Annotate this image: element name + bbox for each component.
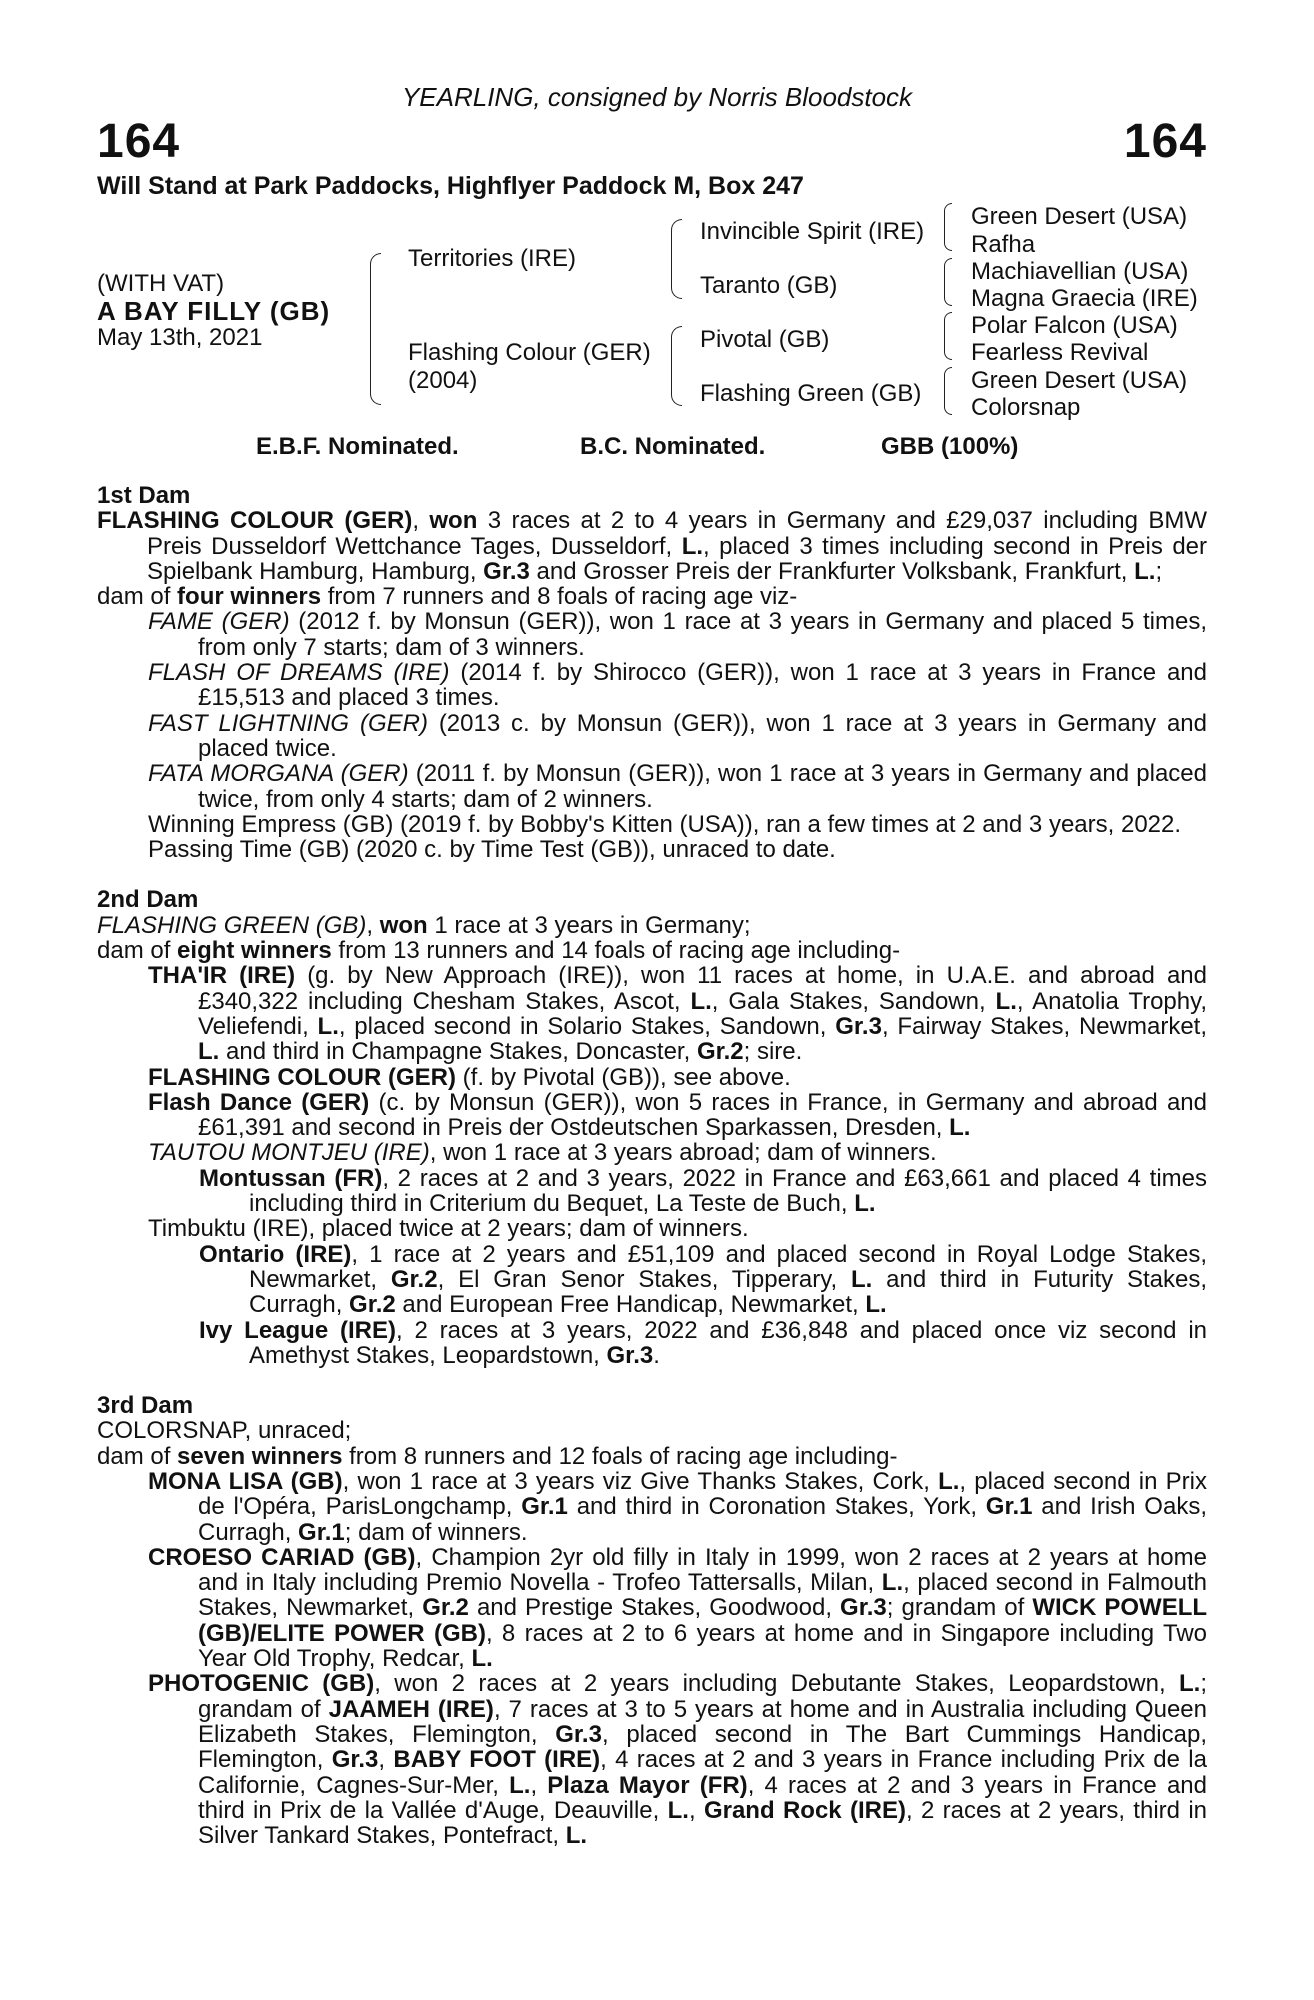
pedigree-bracket-main (370, 253, 381, 405)
bc-nomination: B.C. Nominated. (580, 433, 766, 460)
pedigree-sire: Territories (IRE) (408, 245, 577, 272)
horse-name: A BAY FILLY (GB) (97, 296, 331, 326)
date-of-birth: May 13th, 2021 (97, 324, 263, 351)
produce-item: Flash Dance (GER) (c. by Monsun (GER)), won 5 races in France, in Germany and abroad and £61,391 and second in Preis der Ostdeutschen Sparkassen, Dresden, L. (148, 1088, 1207, 1142)
third-dam-heading: 3rd Dam (97, 1392, 194, 1420)
grand-produce-item: Montussan (FR), 2 races at 2 and 3 years, 2022 in France and £63,661 and placed 4 times including third in Criterium du Bequet, La Teste de Buch, L. (199, 1164, 1208, 1218)
produce-item: FATA MORGANA (GER) (2011 f. by Monsun (GER)), won 1 race at 3 years in Germany and placed twice, from only 4 starts; dam of 2 winners. (148, 760, 1208, 813)
pedigree-bracket-sd (944, 258, 952, 306)
pedigree-dds: Green Desert (USA) (971, 367, 1188, 394)
pedigree-bracket-ss (944, 203, 952, 251)
third-dam-produce-summary: dam of seven winners from 8 runners and 12 foals of racing age including- (97, 1442, 898, 1470)
grand-produce-item: Ivy League (IRE), 2 races at 3 years, 2022 and £36,848 and placed once viz second in Amethyst Stakes, Leopardstown, Gr.3. (199, 1316, 1208, 1369)
stand-location: Will Stand at Park Paddocks, Highflyer Paddock M, Box 247 (97, 172, 804, 200)
first-dam-produce-summary: dam of four winners from 7 runners and 8 foals of racing age viz- (97, 583, 798, 611)
first-dam-heading: 1st Dam (97, 482, 191, 509)
pedigree-dam-dam: Flashing Green (GB) (700, 380, 922, 407)
grand-produce-item: Ontario (IRE), 1 race at 2 years and £51,109 and placed second in Royal Lodge Stakes, Newmarket, Gr.2, El Gran Senor Stakes, Tipperary, L. and third in Futurity Stakes, Curragh, Gr.2 and European Free Handicap, Newmarket, L. (199, 1240, 1207, 1319)
produce-item: TAUTOU MONTJEU (IRE), won 1 race at 3 years abroad; dam of winners. (148, 1139, 937, 1167)
produce-item: CROESO CARIAD (GB), Champion 2yr old filly in Italy in 1999, won 2 races at 2 years at home and in Italy including Premio Novella - Trofeo Tattersalls, Milan, L., placed second in Falmouth Stakes, Newmarket, Gr.2 and Prestige Stakes, Goodwood, Gr.3; grandam of WICK POWELL (GB)/ELITE POWER (GB), 8 races at 2 to 6 years at home and in Singapore including Two Year Old Trophy, Redcar, L. (148, 1543, 1208, 1673)
pedigree-dsd: Fearless Revival (971, 339, 1149, 366)
page-body (97, 483, 1207, 1848)
vat-note: (WITH VAT) (97, 270, 225, 297)
second-dam-record: FLASHING GREEN (GB), won 1 race at 3 years in Germany; (97, 911, 751, 939)
pedigree-sire-dam: Taranto (GB) (700, 272, 838, 299)
second-dam-heading: 2nd Dam (97, 886, 199, 914)
produce-item: FLASHING COLOUR (GER) (f. by Pivotal (GB)), see above. (148, 1063, 791, 1091)
first-dam-record: FLASHING COLOUR (GER), won 3 races at 2 to 4 years in Germany and £29,037 including BMW Preis Dusseldorf Wettchance Tages, Dusseldorf, L., placed 3 times including second in Preis der Spielbank Hamburg, Hamburg, Gr.3 and Grosser Preis der Frankfurter Volksbank, Frankfurt, L.; (97, 507, 1208, 585)
pedigree-bracket-dd (944, 367, 952, 415)
produce-item: MONA LISA (GB), won 1 race at 3 years viz Give Thanks Stakes, Cork, L., placed second in Prix de l'Opéra, ParisLongchamp, Gr.1 and third in Coronation Stakes, York, Gr.1 and Irish Oaks, Curragh, Gr.1; dam of winners. (148, 1467, 1208, 1546)
pedigree-dam-sire: Pivotal (GB) (700, 326, 830, 353)
pedigree-ssd: Rafha (971, 231, 1036, 258)
consignment-line: YEARLING, consigned by Norris Bloodstock (401, 82, 913, 112)
gbb-rating: GBB (100%) (881, 433, 1019, 460)
second-dam-produce-summary: dam of eight winners from 13 runners and 14 foals of racing age including- (97, 937, 901, 965)
produce-item: Timbuktu (IRE), placed twice at 2 years; dam of winners. (148, 1215, 749, 1243)
produce-item: Passing Time (GB) (2020 c. by Time Test (GB)), unraced to date. (148, 836, 836, 864)
produce-item: FAST LIGHTNING (GER) (2013 c. by Monsun (GER)), won 1 race at 3 years in Germany and placed twice. (148, 709, 1207, 762)
produce-item: FAME (GER) (2012 f. by Monsun (GER)), won 1 race at 3 years in Germany and placed 5 times, from only 7 starts; dam of 3 winners. (148, 608, 1207, 661)
pedigree-sire-sire: Invincible Spirit (IRE) (700, 218, 925, 245)
produce-item: THA'IR (IRE) (g. by New Approach (IRE)), won 11 races at home, in U.A.E. and abroad and £340,322 including Chesham Stakes, Ascot, L., Gala Stakes, Sandown, L., Anatolia Trophy, Veliefendi, L., placed second in Solario Stakes, Sandown, Gr.3, Fairway Stakes, Newmarket, L. and third in Champagne Stakes, Doncaster, Gr.2; sire. (148, 962, 1208, 1066)
third-dam-record: COLORSNAP, unraced; (97, 1417, 352, 1445)
pedigree-dam-year: (2004) (408, 367, 478, 394)
pedigree-ddd: Colorsnap (971, 394, 1081, 421)
lot-number-right: 164 (1123, 115, 1207, 168)
pedigree-bracket-dam (671, 326, 682, 406)
lot-number-left: 164 (97, 115, 181, 168)
pedigree-sss: Green Desert (USA) (971, 203, 1188, 230)
pedigree-sds: Machiavellian (USA) (971, 258, 1189, 285)
produce-item: FLASH OF DREAMS (IRE) (2014 f. by Shirocco (GER)), won 1 race at 3 years in France and £15,513 and placed 3 times. (148, 659, 1207, 712)
pedigree-bracket-ds (944, 312, 952, 360)
pedigree-sdd: Magna Graecia (IRE) (971, 285, 1198, 312)
produce-item: Winning Empress (GB) (2019 f. by Bobby's Kitten (USA)), ran a few times at 2 and 3 years, 2022. (148, 810, 1182, 838)
produce-item: PHOTOGENIC (GB), won 2 races at 2 years including Debutante Stakes, Leopardstown, L.; grandam of JAAMEH (IRE), 7 races at 3 to 5 years at home and in Australia including Queen Elizabeth Stakes, Flemington, Gr.3, placed second in The Bart Cummings Handicap, Flemington, Gr.3, BABY FOOT (IRE), 4 races at 2 and 3 years in France including Prix de la Californie, Cagnes-Sur-Mer, L., Plaza Mayor (FR), 4 races at 2 and 3 years in France and third in Prix de la Vallée d'Auge, Deauville, L., Grand Rock (IRE), 2 races at 2 years, third in Silver Tankard Stakes, Pontefract, L. (148, 1670, 1207, 1850)
pedigree-dam: Flashing Colour (GER) (408, 339, 651, 366)
ebf-nomination: E.B.F. Nominated. (256, 433, 459, 460)
pedigree-bracket-sire (671, 219, 682, 299)
pedigree-dss: Polar Falcon (USA) (971, 312, 1178, 339)
